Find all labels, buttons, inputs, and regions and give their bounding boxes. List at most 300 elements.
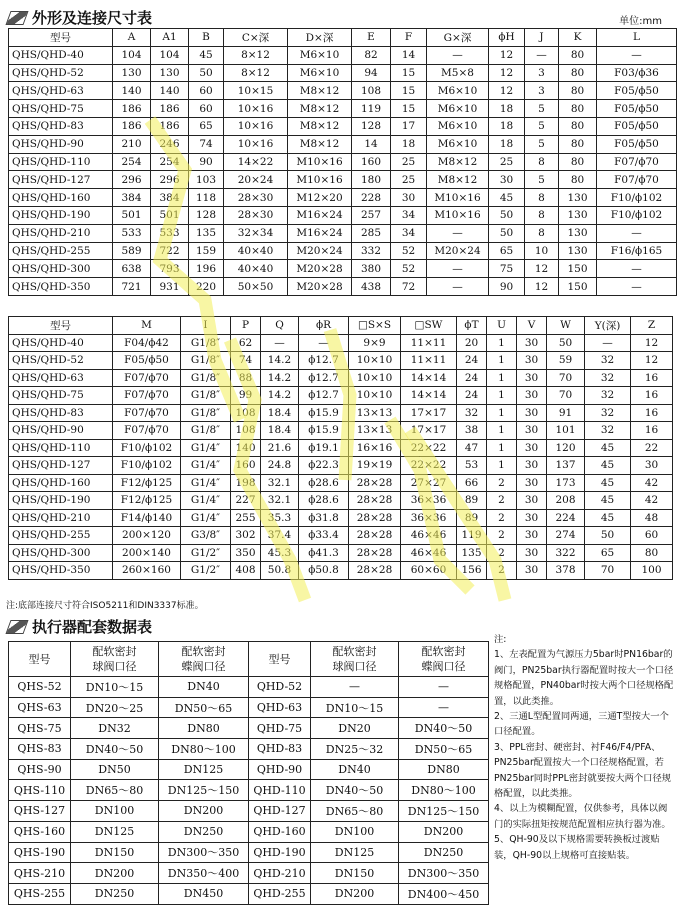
table-cell: 15 (391, 64, 427, 82)
table-cell: 80 (559, 171, 597, 189)
table-cell: F07/ϕ70 (113, 422, 181, 440)
table-cell: M6×10 (288, 46, 352, 64)
table-cell: 30 (517, 492, 547, 510)
table-cell: 52 (391, 260, 427, 278)
table-cell: 1 (487, 387, 517, 405)
table-cell: QHS/QHD-255 (9, 527, 113, 545)
table-cell: DN200 (399, 821, 489, 842)
table-cell: 30 (517, 544, 547, 562)
table-cell: G1/4″ (181, 457, 231, 475)
column-header: 配软密封 蝶阀口径 (159, 642, 249, 677)
table-cell: QHS-52 (9, 677, 71, 698)
table-cell: 15 (391, 82, 427, 100)
table-cell: QHS/QHD-63 (9, 369, 113, 387)
table-cell: 302 (231, 527, 261, 545)
table-cell: 30 (517, 439, 547, 457)
table-cell: 384 (151, 189, 189, 207)
column-header: F (391, 29, 427, 47)
table-cell: 16 (631, 404, 673, 422)
table-cell: 90 (489, 278, 525, 296)
table-cell: 130 (113, 64, 151, 82)
table-row (9, 544, 673, 562)
table-cell: QHS/QHD-83 (9, 117, 113, 135)
table-cell: M6×10 (427, 117, 489, 135)
table-cell: QHS/QHD-40 (9, 46, 113, 64)
table-cell: 260×160 (113, 562, 181, 580)
column-header: Y(深) (585, 317, 631, 335)
table-cell: 34 (391, 224, 427, 242)
table-cell: 30 (517, 334, 547, 352)
table-cell: 186 (151, 117, 189, 135)
table-cell: 931 (151, 278, 189, 296)
table-cell: QHS-75 (9, 718, 71, 739)
table-cell: 285 (352, 224, 391, 242)
table-cell: — (597, 224, 677, 242)
table-cell: QHS/QHD-190 (9, 206, 113, 224)
table-cell: — (427, 224, 489, 242)
table-cell: 19×19 (349, 457, 401, 475)
table-cell: G1/2″ (181, 562, 231, 580)
table-cell: 5 (525, 171, 559, 189)
column-header: D×深 (288, 29, 352, 47)
table-cell: DN125～150 (399, 801, 489, 822)
table-cell: — (597, 46, 677, 64)
table-cell: 45 (489, 189, 525, 207)
table-cell: 45 (585, 439, 631, 457)
table-cell: ϕ12.7 (299, 387, 349, 405)
table-cell: 296 (113, 171, 151, 189)
table-cell: 722 (151, 242, 189, 260)
table-cell: 36×36 (401, 509, 457, 527)
table-cell: ϕ50.8 (299, 562, 349, 580)
table-cell: 104 (151, 46, 189, 64)
column-header: I (181, 317, 231, 335)
table-cell: 24 (457, 387, 487, 405)
table-cell: G1/8″ (181, 404, 231, 422)
table-cell: 200×120 (113, 527, 181, 545)
table-cell: 25 (391, 171, 427, 189)
table-cell: 274 (547, 527, 585, 545)
table-cell: QHS/QHD-90 (9, 422, 113, 440)
table-cell: DN65～80 (71, 780, 159, 801)
table-cell: 89 (457, 509, 487, 527)
table-cell: 2 (487, 474, 517, 492)
table-cell: QHS/QHD-300 (9, 544, 113, 562)
table-cell: DN10～15 (71, 677, 159, 698)
table-cell: 12 (631, 334, 673, 352)
table-row (9, 206, 677, 224)
table-cell: 186 (113, 100, 151, 118)
column-header: A1 (151, 29, 189, 47)
table-row (9, 369, 673, 387)
table-row (9, 863, 489, 884)
table-row (9, 387, 673, 405)
table-cell: 46×46 (401, 527, 457, 545)
table-cell: DN125 (159, 759, 249, 780)
table-cell: 28×28 (349, 474, 401, 492)
column-header: ϕH (489, 29, 525, 47)
table-cell: ϕ28.6 (299, 474, 349, 492)
table-cell: 50 (189, 64, 224, 82)
table-cell: 8×12 (224, 46, 288, 64)
column-header: G×深 (427, 29, 489, 47)
table-cell: G1/4″ (181, 509, 231, 527)
table-cell: F05/ϕ50 (113, 352, 181, 370)
note-item: 3、PPL密封、硬密封、衬F46/F4/PFA、PN25bar配置按大一个口径规格配置，若PN25bar同时PPL密封就要按大两个口径规格配置，以此类推。 (494, 741, 672, 800)
column-header: 型号 (9, 29, 113, 47)
table-cell: 30 (631, 457, 673, 475)
table-cell: 89 (457, 492, 487, 510)
table-cell: 16 (631, 387, 673, 405)
column-header: P (231, 317, 261, 335)
table-cell: 10×10 (349, 369, 401, 387)
table-row (9, 821, 489, 842)
table-cell: QHD-90 (249, 759, 311, 780)
table-cell: 42 (631, 492, 673, 510)
table-row (9, 842, 489, 863)
table-cell: 38 (457, 422, 487, 440)
unit-label: 单位:mm (619, 16, 662, 27)
table-cell: 1 (487, 457, 517, 475)
table-cell: QHS-83 (9, 739, 71, 760)
column-header: Z (631, 317, 673, 335)
table-cell: 130 (559, 242, 597, 260)
table-cell: ϕ12.7 (299, 369, 349, 387)
table-cell: QHS/QHD-75 (9, 387, 113, 405)
table-cell: M10×16 (427, 206, 489, 224)
table-cell: QHS/QHD-127 (9, 171, 113, 189)
table-cell: QHS/QHD-75 (9, 100, 113, 118)
table-cell: 60 (631, 527, 673, 545)
table-cell: M20×28 (288, 278, 352, 296)
table-cell: 13×13 (349, 404, 401, 422)
table-cell: 24 (457, 369, 487, 387)
table-cell: F05/ϕ50 (597, 100, 677, 118)
table-cell: DN80～100 (159, 739, 249, 760)
table-cell: 220 (189, 278, 224, 296)
table-cell: 12 (489, 46, 525, 64)
table-cell: 501 (151, 206, 189, 224)
actuator-match-table (8, 641, 489, 905)
table-row (9, 759, 489, 780)
table-cell: DN200 (71, 863, 159, 884)
table-cell: 70 (547, 387, 585, 405)
table-cell: 12 (631, 352, 673, 370)
table-cell: 1 (487, 404, 517, 422)
table-cell: QHD-127 (249, 801, 311, 822)
table-cell: 45 (585, 474, 631, 492)
table-cell: DN250 (159, 821, 249, 842)
table-cell: 2 (487, 562, 517, 580)
table-cell: DN250 (399, 842, 489, 863)
table-cell: — (597, 260, 677, 278)
table-cell: ϕ15.9 (299, 404, 349, 422)
table-row (9, 718, 489, 739)
table-cell: 40×40 (224, 260, 288, 278)
table-cell: 32.1 (261, 474, 299, 492)
table-row (9, 171, 677, 189)
table-cell: 254 (151, 153, 189, 171)
table-cell: QHS-210 (9, 863, 71, 884)
table-cell: QHD-190 (249, 842, 311, 863)
table-cell: 45 (585, 492, 631, 510)
table-cell: 1 (487, 334, 517, 352)
table-cell: 30 (517, 387, 547, 405)
table-cell: 380 (352, 260, 391, 278)
table-cell: 137 (547, 457, 585, 475)
table-cell: 65 (585, 544, 631, 562)
table-cell: QHS-190 (9, 842, 71, 863)
table-cell: 384 (113, 189, 151, 207)
table-row (9, 697, 489, 718)
table-cell: M6×10 (427, 135, 489, 153)
table-cell: 120 (547, 439, 585, 457)
table-cell: 14 (391, 46, 427, 64)
table-cell: 5 (525, 100, 559, 118)
table-cell: 150 (559, 260, 597, 278)
table-row (9, 278, 677, 296)
table-cell: 32×34 (224, 224, 288, 242)
table-cell: 80 (559, 82, 597, 100)
table-cell: QHS/QHD-52 (9, 64, 113, 82)
table-cell: DN150 (311, 863, 399, 884)
table-cell: 246 (151, 135, 189, 153)
table-cell: 91 (547, 404, 585, 422)
table-cell: 45 (585, 509, 631, 527)
table-cell: QHD-63 (249, 697, 311, 718)
table-cell: 80 (631, 544, 673, 562)
table-cell: 30 (517, 422, 547, 440)
table-cell: G1/8″ (181, 334, 231, 352)
table-cell: 36×36 (401, 492, 457, 510)
column-header: 配软密封 球阀口径 (71, 642, 159, 677)
table-cell: — (525, 46, 559, 64)
table-cell: 101 (547, 422, 585, 440)
table-cell: 100 (631, 562, 673, 580)
table-cell: 533 (113, 224, 151, 242)
table-cell: 80 (559, 135, 597, 153)
table-cell: 1 (487, 439, 517, 457)
table-cell: M8×12 (288, 117, 352, 135)
table-cell: 14×14 (401, 369, 457, 387)
column-header: W (547, 317, 585, 335)
table-cell: F12/ϕ125 (113, 474, 181, 492)
table-cell: DN125 (71, 821, 159, 842)
note-item: 1、左表配置为气源压力5bar时PN16bar的阀门，PN25bar执行器配置时按大一个口径规格配置，PN40bar时按大两个口径规格配置，以此类推。 (494, 649, 674, 707)
table-cell: QHD-160 (249, 821, 311, 842)
table-cell: DN80～100 (399, 780, 489, 801)
table-cell: DN65～80 (311, 801, 399, 822)
table-cell: — (261, 334, 299, 352)
table-cell: 60 (189, 100, 224, 118)
column-header: ϕR (299, 317, 349, 335)
table-cell: 15 (391, 100, 427, 118)
table-cell: 47 (457, 439, 487, 457)
table-row (9, 189, 677, 207)
table-cell: 80 (559, 46, 597, 64)
table-cell: 210 (113, 135, 151, 153)
table-cell: 11×11 (401, 352, 457, 370)
table-cell: ϕ12.7 (299, 352, 349, 370)
table-cell: DN50～65 (159, 697, 249, 718)
table-cell: 257 (352, 206, 391, 224)
table-cell: QHS/QHD-90 (9, 135, 113, 153)
table-row (9, 739, 489, 760)
table-cell: 130 (151, 64, 189, 82)
column-header: J (525, 29, 559, 47)
table-cell: 32.1 (261, 492, 299, 510)
column-header: □S×S (349, 317, 401, 335)
table-cell: DN100 (71, 801, 159, 822)
table-row (9, 404, 673, 422)
table-cell: 28×30 (224, 189, 288, 207)
table-cell: 14.2 (261, 369, 299, 387)
table-cell: 94 (352, 64, 391, 82)
table-cell: 20×24 (224, 171, 288, 189)
table-cell: 2 (487, 527, 517, 545)
table-row (9, 780, 489, 801)
table-cell: G1/8″ (181, 387, 231, 405)
column-header: A (113, 29, 151, 47)
table-cell: 25 (391, 153, 427, 171)
section-marker-icon (5, 11, 28, 25)
table-cell: QHS/QHD-83 (9, 404, 113, 422)
table-row (9, 260, 677, 278)
table-cell: 104 (113, 46, 151, 64)
table-row (9, 224, 677, 242)
table-cell: QHS/QHD-52 (9, 352, 113, 370)
table-cell: 1 (487, 422, 517, 440)
table-cell: 14.2 (261, 352, 299, 370)
table-cell: QHS/QHD-350 (9, 278, 113, 296)
table-cell: 108 (352, 82, 391, 100)
column-header: U (487, 317, 517, 335)
table-cell: 255 (231, 509, 261, 527)
table-cell: 62 (231, 334, 261, 352)
table-cell: 228 (352, 189, 391, 207)
table-cell: 296 (151, 171, 189, 189)
column-header: 型号 (249, 642, 311, 677)
table-cell: 28×30 (224, 206, 288, 224)
table-cell: 99 (231, 387, 261, 405)
table-cell: 135 (189, 224, 224, 242)
table-cell: 14×14 (401, 387, 457, 405)
table-cell: 28×28 (349, 492, 401, 510)
table-cell: 18 (489, 135, 525, 153)
table-cell: 18.4 (261, 404, 299, 422)
table-cell: 30 (517, 457, 547, 475)
table-row (9, 100, 677, 118)
table-cell: QHS/QHD-300 (9, 260, 113, 278)
table-cell: — (299, 334, 349, 352)
table-cell: 140 (151, 82, 189, 100)
table-cell: 103 (189, 171, 224, 189)
table-cell: — (427, 278, 489, 296)
table-cell: M6×10 (427, 100, 489, 118)
table-cell: 408 (231, 562, 261, 580)
table-cell: 70 (585, 562, 631, 580)
table-cell: DN150 (71, 842, 159, 863)
table-cell: 2 (487, 509, 517, 527)
table-cell: DN40～50 (311, 780, 399, 801)
table-cell: G1/4″ (181, 492, 231, 510)
table-cell: 10×16 (224, 135, 288, 153)
table-cell: F07/ϕ70 (113, 404, 181, 422)
table-cell: 128 (189, 206, 224, 224)
table-cell: 10 (525, 242, 559, 260)
table-cell: F12/ϕ125 (113, 492, 181, 510)
table-cell: QHD-75 (249, 718, 311, 739)
table-cell: 65 (189, 117, 224, 135)
column-header: 配软密封 球阀口径 (311, 642, 399, 677)
table-cell: 60 (189, 82, 224, 100)
table-cell: M10×16 (288, 153, 352, 171)
table-cell: 186 (113, 117, 151, 135)
table-cell: M12×20 (288, 189, 352, 207)
table-cell: 28×28 (349, 527, 401, 545)
table-row (9, 82, 677, 100)
table-cell: QHS/QHD-40 (9, 334, 113, 352)
table-cell: 108 (231, 422, 261, 440)
table-cell: 2 (487, 492, 517, 510)
table-row (9, 117, 677, 135)
table-cell: — (427, 46, 489, 64)
table-cell: 50 (585, 527, 631, 545)
table-header-row (9, 642, 489, 677)
table-cell: 74 (189, 135, 224, 153)
table-cell: — (399, 677, 489, 698)
table-cell: 3 (525, 82, 559, 100)
table-cell: 135 (457, 544, 487, 562)
table-row (9, 46, 677, 64)
table-cell: DN10～15 (311, 697, 399, 718)
table-cell: F07/ϕ70 (113, 387, 181, 405)
table-cell: QHS-127 (9, 801, 71, 822)
table-cell: F10/ϕ102 (597, 189, 677, 207)
table-cell: 8 (525, 224, 559, 242)
table-cell: F16/ϕ165 (597, 242, 677, 260)
table-cell: DN40 (159, 677, 249, 698)
table-cell: QHS/QHD-190 (9, 492, 113, 510)
table-cell: QHS/QHD-127 (9, 457, 113, 475)
table-cell: DN200 (311, 883, 399, 904)
table-cell: 14×22 (224, 153, 288, 171)
table-cell: ϕ31.8 (299, 509, 349, 527)
table-cell: QHS/QHD-160 (9, 189, 113, 207)
table-cell: M6×10 (427, 82, 489, 100)
table-cell: F05/ϕ50 (597, 117, 677, 135)
column-header: 配软密封 蝶阀口径 (399, 642, 489, 677)
table-row (9, 422, 673, 440)
table-cell: QHS/QHD-210 (9, 224, 113, 242)
table-cell: DN20～25 (71, 697, 159, 718)
table-cell: F10/ϕ102 (113, 439, 181, 457)
table-cell: 186 (151, 100, 189, 118)
table-cell: DN250 (71, 883, 159, 904)
table-cell: 589 (113, 242, 151, 260)
table-cell: M20×24 (427, 242, 489, 260)
table-row (9, 509, 673, 527)
table-row (9, 883, 489, 904)
table-cell: ϕ41.3 (299, 544, 349, 562)
table-cell: QHS-160 (9, 821, 71, 842)
table-cell: — (427, 260, 489, 278)
table-cell: 17×17 (401, 404, 457, 422)
table-cell: 45 (189, 46, 224, 64)
table-cell: 119 (457, 527, 487, 545)
table-cell: DN25～32 (311, 739, 399, 760)
table-cell: M20×28 (288, 260, 352, 278)
